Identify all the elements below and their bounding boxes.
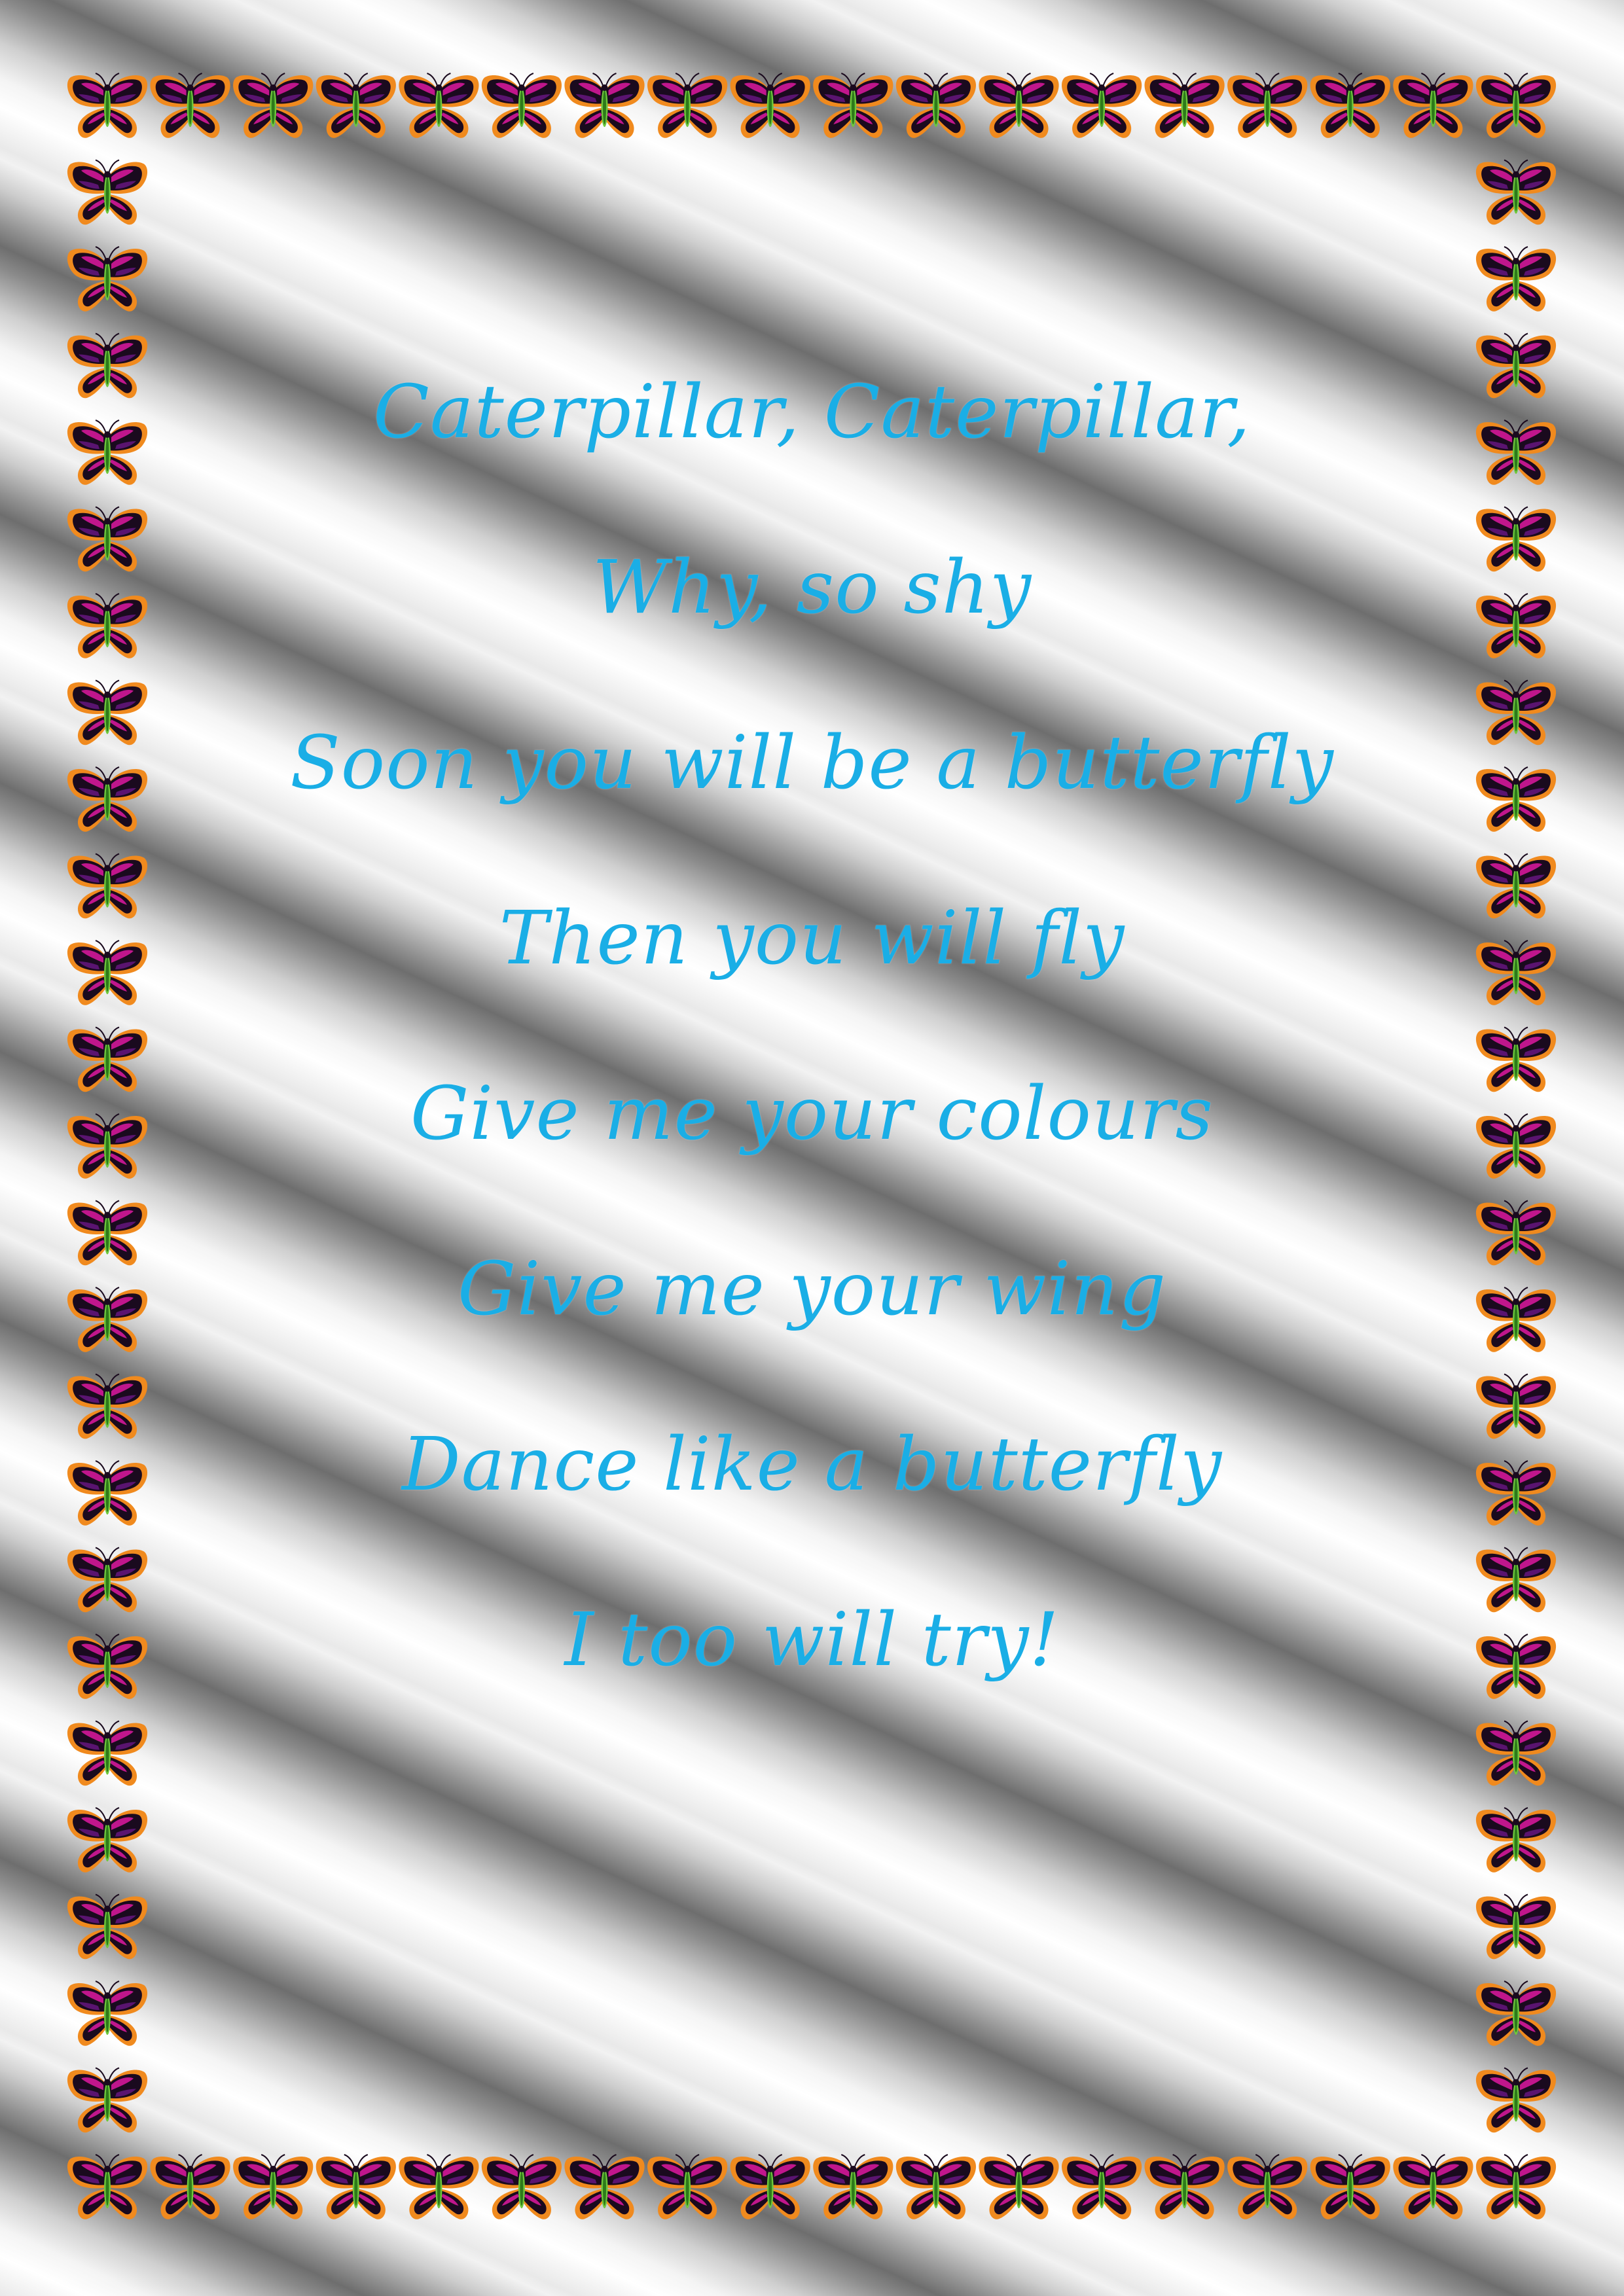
butterfly-icon bbox=[67, 2155, 147, 2219]
butterfly-icon bbox=[482, 2155, 562, 2219]
butterfly-icon bbox=[482, 73, 562, 138]
butterfly-icon bbox=[1476, 334, 1556, 399]
butterfly-icon bbox=[1476, 160, 1556, 225]
butterfly-icon bbox=[67, 1721, 147, 1786]
butterfly-icon bbox=[67, 1374, 147, 1439]
butterfly-icon bbox=[1145, 73, 1225, 138]
butterfly-icon bbox=[813, 2155, 893, 2219]
poem-line: Caterpillar, Caterpillar, bbox=[373, 370, 1251, 455]
butterfly-icon bbox=[1476, 594, 1556, 658]
butterfly-icon bbox=[1476, 1634, 1556, 1699]
butterfly-icon bbox=[67, 507, 147, 572]
butterfly-icon bbox=[67, 594, 147, 658]
butterfly-icon bbox=[647, 73, 727, 138]
butterfly-icon bbox=[1476, 1028, 1556, 1092]
poem-line: Soon you will be a butterfly bbox=[290, 721, 1334, 806]
butterfly-icon bbox=[564, 73, 644, 138]
butterfly-icon bbox=[1393, 73, 1473, 138]
butterfly-icon bbox=[67, 681, 147, 745]
butterfly-icon bbox=[1476, 1808, 1556, 1873]
butterfly-icon bbox=[67, 420, 147, 485]
butterfly-icon bbox=[896, 73, 976, 138]
butterfly-icon bbox=[1476, 1201, 1556, 1266]
butterfly-icon bbox=[1476, 1721, 1556, 1786]
butterfly-icon bbox=[979, 73, 1058, 138]
butterfly-icon bbox=[1476, 420, 1556, 485]
butterfly-icon bbox=[896, 2155, 976, 2219]
butterfly-icon bbox=[1062, 73, 1142, 138]
butterfly-icon bbox=[979, 2155, 1058, 2219]
butterfly-icon bbox=[233, 2155, 313, 2219]
butterfly-icon bbox=[1476, 2155, 1556, 2219]
butterfly-icon bbox=[151, 2155, 230, 2219]
butterfly-icon bbox=[1476, 767, 1556, 832]
poem-line: Then you will fly bbox=[499, 896, 1125, 981]
butterfly-icon bbox=[67, 1981, 147, 2046]
butterfly-icon bbox=[564, 2155, 644, 2219]
poem-line: Dance like a butterfly bbox=[401, 1422, 1223, 1507]
butterfly-icon bbox=[67, 2068, 147, 2133]
butterfly-icon bbox=[1476, 941, 1556, 1005]
butterfly-icon bbox=[67, 160, 147, 225]
butterfly-icon bbox=[67, 767, 147, 832]
butterfly-icon bbox=[1476, 854, 1556, 919]
butterfly-icon bbox=[1476, 1287, 1556, 1352]
butterfly-icon bbox=[67, 1201, 147, 1266]
butterfly-icon bbox=[67, 1808, 147, 1873]
butterfly-icon bbox=[1476, 1981, 1556, 2046]
butterfly-icon bbox=[647, 2155, 727, 2219]
butterfly-icon bbox=[1476, 1114, 1556, 1179]
butterfly-icon bbox=[399, 2155, 478, 2219]
butterfly-icon bbox=[1227, 73, 1307, 138]
butterfly-icon bbox=[1062, 2155, 1142, 2219]
butterfly-icon bbox=[67, 1028, 147, 1092]
butterfly-icon bbox=[1393, 2155, 1473, 2219]
butterfly-icon bbox=[67, 247, 147, 312]
poem-line: Give me your colours bbox=[410, 1071, 1214, 1157]
poem-text bbox=[157, 367, 1467, 1770]
butterfly-icon bbox=[151, 73, 230, 138]
butterfly-icon bbox=[1476, 507, 1556, 572]
butterfly-icon bbox=[731, 2155, 810, 2219]
butterfly-icon bbox=[1476, 1548, 1556, 1613]
butterfly-icon bbox=[67, 941, 147, 1005]
butterfly-icon bbox=[1476, 247, 1556, 312]
butterfly-icon bbox=[316, 73, 396, 138]
butterfly-icon bbox=[1476, 681, 1556, 745]
butterfly-icon bbox=[67, 1287, 147, 1352]
butterfly-icon bbox=[1310, 2155, 1390, 2219]
butterfly-icon bbox=[316, 2155, 396, 2219]
butterfly-icon bbox=[67, 1114, 147, 1179]
butterfly-icon bbox=[1227, 2155, 1307, 2219]
butterfly-icon bbox=[233, 73, 313, 138]
poem-line: Why, so shy bbox=[592, 545, 1032, 630]
butterfly-icon bbox=[1145, 2155, 1225, 2219]
butterfly-icon bbox=[67, 334, 147, 399]
butterfly-icon bbox=[67, 73, 147, 138]
butterfly-icon bbox=[67, 1895, 147, 1960]
butterfly-icon bbox=[1476, 2068, 1556, 2133]
butterfly-icon bbox=[1476, 1895, 1556, 1960]
poem-line: I too will try! bbox=[564, 1598, 1060, 1683]
butterfly-icon bbox=[67, 854, 147, 919]
butterfly-icon bbox=[399, 73, 478, 138]
butterfly-icon bbox=[731, 73, 810, 138]
butterfly-icon bbox=[1476, 1374, 1556, 1439]
butterfly-icon bbox=[67, 1548, 147, 1613]
butterfly-icon bbox=[67, 1461, 147, 1526]
butterfly-icon bbox=[813, 73, 893, 138]
butterfly-icon bbox=[1310, 73, 1390, 138]
butterfly-icon bbox=[67, 1634, 147, 1699]
poem-line: Give me your wing bbox=[457, 1247, 1167, 1332]
butterfly-icon bbox=[1476, 1461, 1556, 1526]
butterfly-icon bbox=[1476, 73, 1556, 138]
